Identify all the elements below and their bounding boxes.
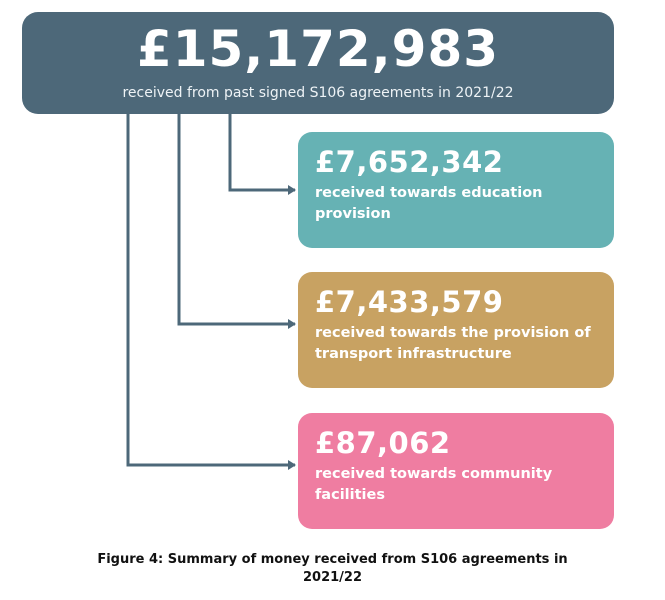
transport-card <box>298 272 614 388</box>
community-amount: £87,062 <box>315 426 451 460</box>
education-amount: £7,652,342 <box>315 145 504 179</box>
transport-description: received towards the provision of transport infrastructure <box>315 325 591 362</box>
connector-education <box>230 114 295 190</box>
connector-community <box>128 114 295 465</box>
connector-transport <box>179 114 295 324</box>
transport-amount: £7,433,579 <box>315 285 504 319</box>
community-card <box>298 413 614 529</box>
education-description: received towards education provision <box>315 185 543 222</box>
total-box <box>22 12 614 114</box>
total-amount: £15,172,983 <box>136 20 500 78</box>
figure-caption-line1: Figure 4: Summary of money received from S106 agreements in <box>97 552 568 567</box>
figure-caption <box>0 551 665 587</box>
education-card <box>298 132 614 248</box>
total-caption: received from past signed S106 agreements in 2021/22 <box>122 85 514 101</box>
community-description: received towards community facilities <box>315 466 553 503</box>
figure-caption-line2: 2021/22 <box>302 570 363 585</box>
